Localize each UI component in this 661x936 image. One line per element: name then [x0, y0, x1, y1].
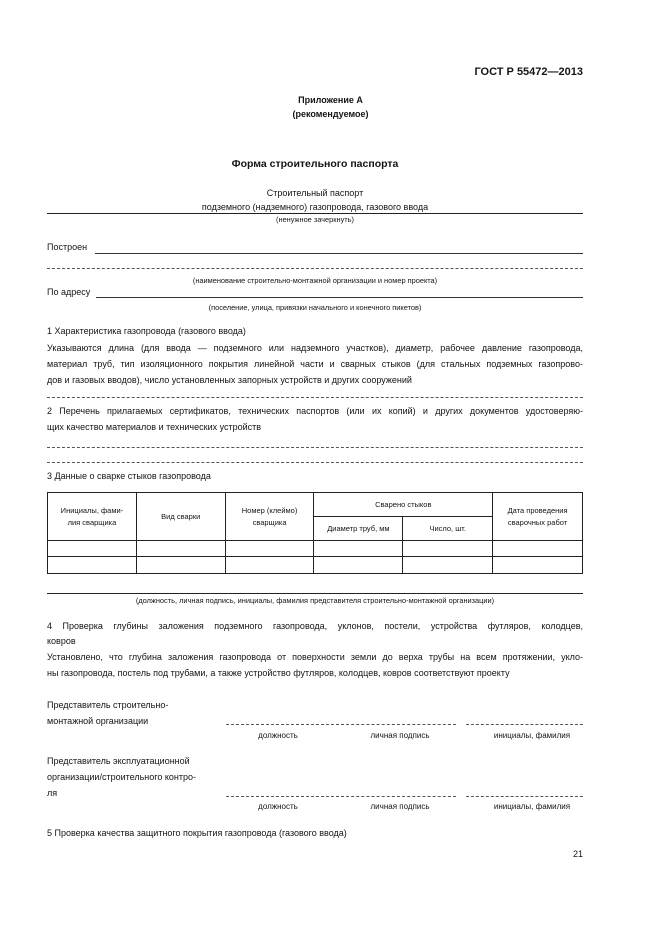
- section2-line-2: щих качество материалов и технических устройств: [47, 422, 262, 432]
- rep1-line-2: монтажной организации: [47, 716, 149, 726]
- appendix-status: (рекомендуемое): [292, 109, 369, 119]
- section1-line-1: Указываются длина (для ввода — подземного или надземного участков), диаметр, рабочее давление газопровода,: [47, 343, 583, 353]
- table-cell: [225, 557, 314, 574]
- standard-number: ГОСТ Р 55472—2013: [474, 66, 583, 78]
- section2-line-1: 2 Перечень прилагаемых сертификатов, технических паспортов (или их копий) и других документов удостоверяю-: [47, 406, 583, 416]
- rep2-line-2: организации/строительного контро-: [47, 772, 196, 782]
- section4-body-line-2: ны газопровода, постель под трубами, а также устройство футляров, колодцев, ковров соответствуют проекту: [47, 668, 510, 678]
- rep2-signature-caption: личная подпись: [370, 802, 430, 811]
- rep1-line-1: Представитель строительно-: [47, 700, 169, 710]
- appendix-title: Приложение А: [298, 95, 363, 105]
- built-caption: (наименование строительно-монтажной организации и номер проекта): [192, 276, 438, 285]
- header-weld-date: Дата проведения сварочных работ: [493, 493, 583, 541]
- table-cell: [136, 557, 225, 574]
- address-caption: (поселение, улица, привязки начального и конечного пикетов): [208, 303, 422, 312]
- table-cell: [493, 541, 583, 557]
- header-welded-joints: Сварено стыков: [314, 493, 493, 517]
- section1-line-3: дов и газовых вводов), число установленных запорных устройств и других сооружений: [47, 375, 412, 385]
- section1-fill-line: [47, 397, 583, 398]
- rep1-position-caption: должность: [258, 731, 298, 740]
- header-weld-type: Вид сварки: [136, 493, 225, 541]
- rep2-name-line: [466, 796, 583, 797]
- rep2-signature-line: [346, 796, 456, 797]
- rep1-name-line: [466, 724, 583, 725]
- rep1-position-line: [226, 724, 344, 725]
- rep1-name-caption: инициалы, фамилия: [493, 731, 571, 740]
- address-label: По адресу: [47, 287, 91, 297]
- passport-title: Строительный паспорт: [266, 188, 364, 198]
- table-cell: [403, 557, 493, 574]
- welding-table: [47, 492, 583, 574]
- page-number: 21: [572, 849, 583, 859]
- table-row: [48, 557, 583, 574]
- section4-heading-line-1: 4 Проверка глубины заложения подземного газопровода, уклонов, постели, устройства футляров, колодцев,: [47, 621, 583, 631]
- rep2-position-caption: должность: [258, 802, 298, 811]
- rep2-name-caption: инициалы, фамилия: [493, 802, 571, 811]
- section4-body-line-1: Установлено, что глубина заложения газопровода от поверхности земли до верха трубы на всем протяжении, укло-: [47, 652, 583, 662]
- form-title: Форма строительного паспорта: [231, 158, 399, 170]
- table-cell: [314, 541, 403, 557]
- header-welder: Инициалы, фами- лия сварщика: [48, 493, 137, 541]
- section3-signature-line: [47, 593, 583, 594]
- built-label: Построен: [47, 242, 88, 252]
- rep1-signature-caption: личная подпись: [370, 731, 430, 740]
- table-cell: [314, 557, 403, 574]
- table-cell: [225, 541, 314, 557]
- table-cell: [48, 557, 137, 574]
- passport-rule: [47, 213, 583, 214]
- section2-fill-line-1: [47, 447, 583, 448]
- rep2-line-3: ля: [47, 788, 58, 798]
- table-cell: [403, 541, 493, 557]
- table-row: [48, 541, 583, 557]
- header-joint-count: Число, шт.: [403, 517, 493, 541]
- passport-subtitle: подземного (надземного) газопровода, газового ввода: [201, 202, 429, 212]
- section2-fill-line-2: [47, 462, 583, 463]
- section1-heading: 1 Характеристика газопровода (газового ввода): [47, 326, 246, 336]
- table-cell: [48, 541, 137, 557]
- address-line: [96, 297, 583, 298]
- table-cell: [136, 541, 225, 557]
- header-pipe-diameter: Диаметр труб, мм: [314, 517, 403, 541]
- table-cell: [493, 557, 583, 574]
- section3-caption: (должность, личная подпись, инициалы, фамилия представителя строительно-монтажной организации): [135, 596, 495, 605]
- built-line-2: [47, 268, 583, 269]
- rep2-line-1: Представитель эксплуатационной: [47, 756, 190, 766]
- header-welder-stamp: Номер (клеймо) сварщика: [225, 493, 314, 541]
- section4-heading-line-2: ковров: [47, 636, 76, 646]
- passport-note: (ненужное зачеркнуть): [276, 215, 354, 224]
- section5-heading: 5 Проверка качества защитного покрытия газопровода (газового ввода): [47, 828, 347, 838]
- rep1-signature-line: [346, 724, 456, 725]
- section1-line-2: материал труб, тип изоляционного покрытия линейной части и сварных стыков (для стальных подземных газопрово-: [47, 359, 583, 369]
- rep2-position-line: [226, 796, 344, 797]
- section3-heading: 3 Данные о сварке стыков газопровода: [47, 471, 211, 481]
- built-line: [95, 253, 583, 254]
